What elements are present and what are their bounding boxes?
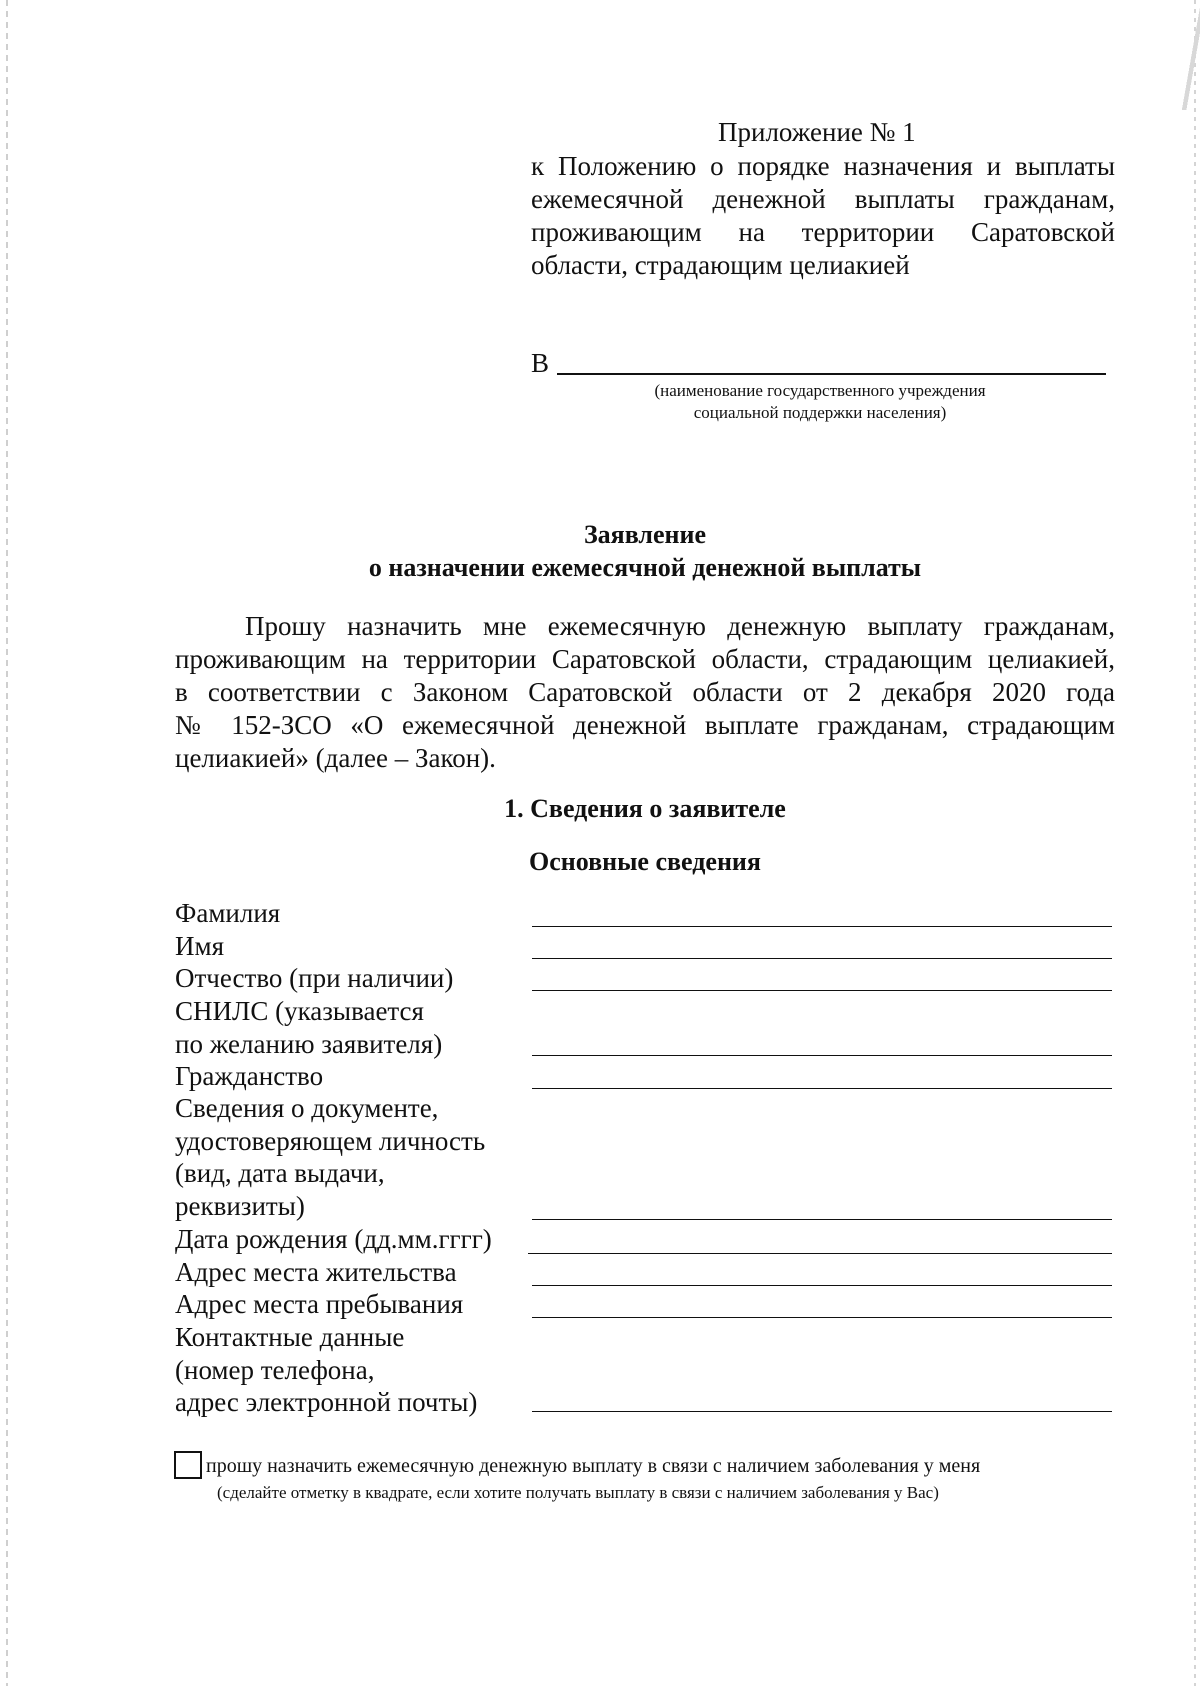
scan-edge-left <box>6 0 8 1686</box>
field-label-line: Сведения о документе, <box>175 1093 439 1123</box>
addressee-caption-line: (наименование государственного учреждения <box>654 381 986 400</box>
field-input-birth-date[interactable] <box>528 1253 1112 1254</box>
field-label-patronymic <box>175 962 515 995</box>
field-input-residence-address[interactable] <box>532 1285 1112 1286</box>
appendix-line: к Положению о порядке назначения и выплаты <box>531 151 1115 181</box>
appendix-line: области, страдающим целиакией <box>531 250 910 280</box>
field-input-citizenship[interactable] <box>532 1088 1112 1089</box>
field-label-contacts <box>175 1321 515 1419</box>
field-label-citizenship <box>175 1060 515 1093</box>
field-label-name <box>175 930 515 963</box>
addressee-prefix: В <box>531 348 550 378</box>
field-input-stay-address[interactable] <box>532 1317 1112 1318</box>
addressee-input-line[interactable] <box>557 373 1106 375</box>
field-label-line: Контактные данные <box>175 1322 405 1352</box>
field-label-stay-address <box>175 1288 515 1321</box>
own-illness-checkbox[interactable] <box>174 1451 202 1479</box>
field-label-snils <box>175 995 515 1060</box>
request-paragraph <box>175 610 1115 775</box>
field-input-surname[interactable] <box>532 926 1112 927</box>
own-illness-hint: (сделайте отметку в квадрате, если хотите получать выплату в связи с наличием заболевания у Вас) <box>217 1483 939 1502</box>
appendix-line: проживающим на территории Саратовской <box>531 217 1115 247</box>
document-title-line: Заявление <box>583 520 707 549</box>
appendix-title: Приложение № 1 <box>718 117 916 147</box>
appendix-line: ежемесячной денежной выплаты гражданам, <box>531 184 1115 214</box>
field-label-residence-address <box>175 1256 515 1289</box>
request-line: Прошу назначить мне ежемесячную денежную выплату гражданам, <box>245 611 1115 641</box>
request-line: в соответствии с Законом Саратовской области от 2 декабря 2020 года <box>175 677 1115 707</box>
section-title: 1. Сведения о заявителе <box>504 794 786 823</box>
field-label-line: Имя <box>175 931 225 961</box>
field-label-line: Адрес места пребывания <box>175 1289 464 1319</box>
section-subtitle: Основные сведения <box>529 847 761 876</box>
field-input-snils[interactable] <box>532 1055 1112 1056</box>
field-label-line: (номер телефона, <box>175 1354 375 1385</box>
field-label-line: Адрес места жительства <box>175 1257 457 1287</box>
appendix-reference <box>531 150 1115 282</box>
scan-edge-right <box>1194 0 1196 1686</box>
field-label-line: Фамилия <box>175 898 281 928</box>
field-label-line: удостоверяющем личность <box>175 1125 486 1156</box>
field-input-contacts[interactable] <box>532 1411 1112 1412</box>
request-line: целиакией» (далее – Закон). <box>175 743 496 773</box>
field-label-birth-date <box>175 1223 535 1256</box>
addressee-caption-line: социальной поддержки населения) <box>693 403 947 422</box>
document-subtitle-line: о назначении ежемесячной денежной выплаты <box>368 553 922 582</box>
field-label-line: Отчество (при наличии) <box>175 963 454 993</box>
scan-corner-mark <box>1174 0 1200 110</box>
field-label-identity-document <box>175 1092 515 1222</box>
field-label-line: Дата рождения (дд.мм.гггг) <box>175 1224 492 1254</box>
request-line: № 152-ЗСО «О ежемесячной денежной выплате гражданам, страдающим <box>175 710 1115 740</box>
field-input-identity-document[interactable] <box>532 1219 1112 1220</box>
document-title <box>0 518 1200 584</box>
field-label-line: (вид, дата выдачи, <box>175 1158 385 1188</box>
field-label-line: СНИЛС (указывается <box>175 996 424 1026</box>
field-input-name[interactable] <box>532 958 1112 959</box>
own-illness-label: прошу назначить ежемесячную денежную выплату в связи с наличием заболевания у меня <box>206 1455 981 1477</box>
field-label-surname <box>175 897 515 930</box>
field-label-line: по желанию заявителя) <box>175 1028 443 1059</box>
field-input-patronymic[interactable] <box>532 990 1112 991</box>
addressee-caption <box>620 380 1020 424</box>
field-label-line: адрес электронной почты) <box>175 1387 478 1417</box>
field-label-line: реквизиты) <box>175 1190 305 1221</box>
request-line: проживающим на территории Саратовской области, страдающим целиакией, <box>175 644 1115 674</box>
field-label-line: Гражданство <box>175 1061 324 1091</box>
